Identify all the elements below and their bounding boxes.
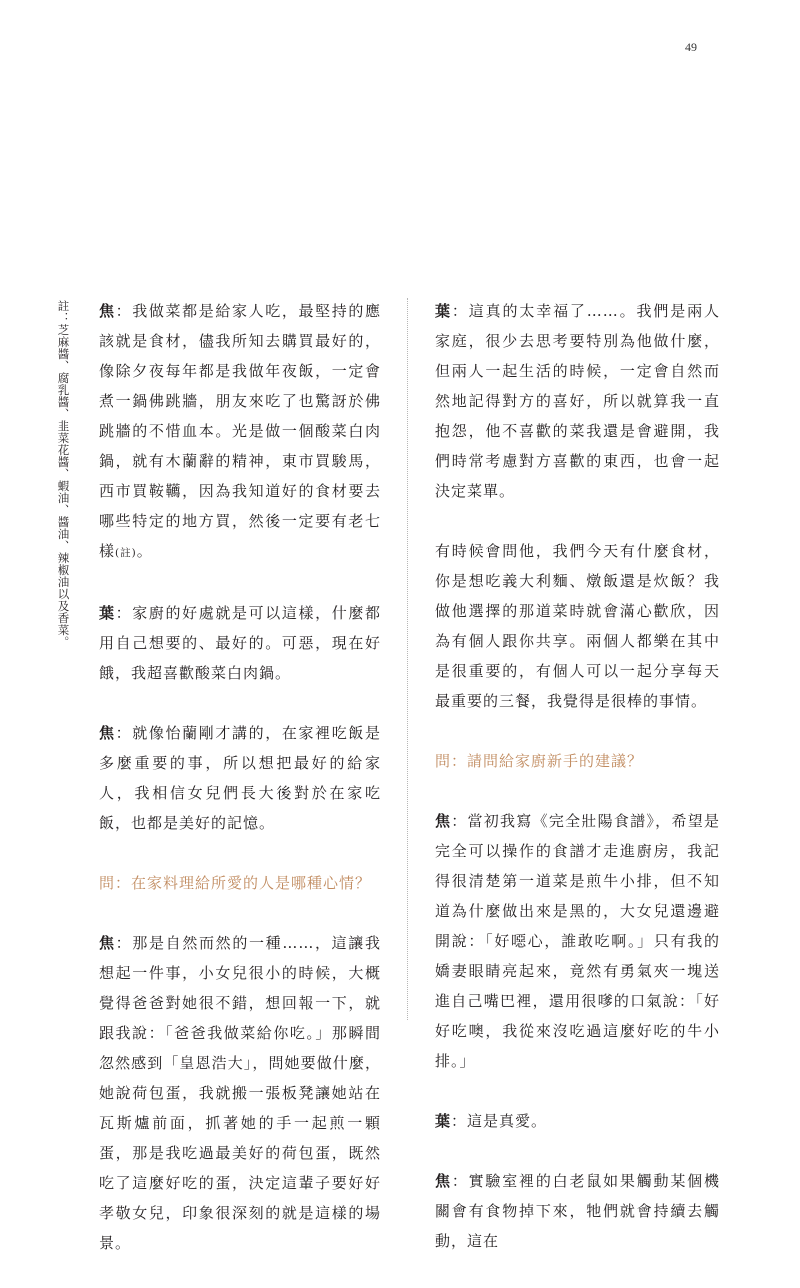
paragraph bbox=[99, 598, 381, 688]
paragraph bbox=[99, 296, 381, 568]
paragraph bbox=[435, 1166, 720, 1256]
paragraph bbox=[435, 1106, 720, 1136]
paragraph-text: 我做菜都是給家人吃，最堅持的應該就是食材，儘我所知去購買最好的，像除夕夜每年都是我做年夜飯，一定會煮一鍋佛跳牆，朋友來吃了也驚訝於佛跳牆的不惜血本。光是做一個酸菜白肉鍋，就有木蘭辭的精神，東市買駿馬，西市買鞍韉，因為我知道好的食材要去哪些特定的地方買，然後一定要有老七樣 bbox=[99, 302, 381, 560]
right-column bbox=[435, 296, 720, 1286]
speaker-label: 焦 bbox=[99, 724, 116, 742]
speaker-label: 焦 bbox=[99, 934, 116, 952]
speaker-label: 葉 bbox=[435, 1112, 452, 1130]
paragraph-text: 那是自然而然的一種……，這讓我想起一件事，小女兒很小的時候，大概覺得爸爸對她很不錯，想回報一下，就跟我說：「爸爸我做菜給你吃。」那瞬間忽然感到「皇恩浩大」，問她要做什麼，她說荷包蛋，我就搬一張板凳讓她站在瓦斯爐前面，抓著她的手一起煎一顆蛋，那是我吃過最美好的荷包蛋，既然吃了這麼好吃的蛋，決定這輩子要好好孝敬女兒，印象很深刻的就是這樣的場景。 bbox=[99, 934, 381, 1252]
paragraph-text: 當初我寫《完全壯陽食譜》，希望是完全可以操作的食譜才走進廚房，我記得很清楚第一道菜是煎牛小排，但不知道為什麼做出來是黑的，大女兒還邊避開說：「好噁心，誰敢吃啊。」只有我的嬌妻眼睛亮起來，竟然有勇氣夾一塊送進自己嘴巴裡，還用很嗲的口氣說：「好好吃噢，我從來沒吃過這麼好吃的牛小排。」 bbox=[435, 812, 720, 1070]
paragraph-end: 。 bbox=[136, 542, 153, 560]
paragraph bbox=[99, 718, 381, 838]
speaker-label: 焦 bbox=[435, 1172, 452, 1190]
separator: ： bbox=[115, 302, 133, 320]
question-heading: 問：在家料理給所愛的人是哪種心情？ bbox=[99, 874, 372, 892]
column-divider bbox=[407, 298, 408, 1020]
paragraph bbox=[435, 296, 720, 506]
footnote-marker: (註) bbox=[115, 547, 137, 559]
question-heading: 問：請問給家廚新手的建議？ bbox=[435, 752, 644, 770]
speaker-label: 葉 bbox=[99, 604, 116, 622]
paragraph-text: 家廚的好處就是可以這樣，什麼都用自己想要的、最好的。可惡，現在好餓，我超喜歡酸菜白肉鍋。 bbox=[99, 604, 381, 682]
separator: ： bbox=[451, 812, 468, 830]
paragraph: 有時候會問他，我們今天有什麼食材，你是想吃義大利麵、燉飯還是炊飯？我做他選擇的那道菜時就會滿心歡欣，因為有個人跟你共享。兩個人都樂在其中是很重要的，有個人可以一起分享每天最重要的三餐，我覺得是很棒的事情。 bbox=[435, 542, 720, 710]
speaker-label: 焦 bbox=[435, 812, 452, 830]
page-number: 49 bbox=[685, 40, 697, 54]
left-column bbox=[99, 296, 381, 1288]
separator: ： bbox=[451, 1112, 468, 1130]
speaker-label: 焦 bbox=[99, 302, 116, 320]
separator: ： bbox=[115, 724, 133, 742]
paragraph bbox=[99, 928, 381, 1258]
paragraph-text: 實驗室裡的白老鼠如果觸動某個機關會有食物掉下來，牠們就會持續去觸動，這在 bbox=[435, 1172, 720, 1250]
paragraph-text: 這是真愛。 bbox=[467, 1112, 548, 1130]
paragraph bbox=[435, 806, 720, 1076]
footnote: 註：芝麻醬、腐乳醬、韭菜花醬、蝦油、醬油、辣椒油以及香菜。 bbox=[56, 300, 71, 648]
separator: ： bbox=[451, 302, 469, 320]
paragraph-text: 就像怡蘭剛才講的，在家裡吃飯是多麼重要的事，所以想把最好的給家人，我相信女兒們長大後對於在家吃飯，也都是美好的記憶。 bbox=[99, 724, 381, 832]
speaker-label: 葉 bbox=[435, 302, 452, 320]
separator: ： bbox=[451, 1172, 469, 1190]
paragraph-text: 這真的太幸福了……。我們是兩人家庭，很少去思考要特別為他做什麼，但兩人一起生活的時候，一定會自然而然地記得對方的喜好，所以就算我一直抱怨，他不喜歡的菜我還是會避開，我們時常考慮對方喜歡的東西，也會一起決定菜單。 bbox=[435, 302, 720, 500]
separator: ： bbox=[115, 934, 133, 952]
separator: ： bbox=[115, 604, 133, 622]
